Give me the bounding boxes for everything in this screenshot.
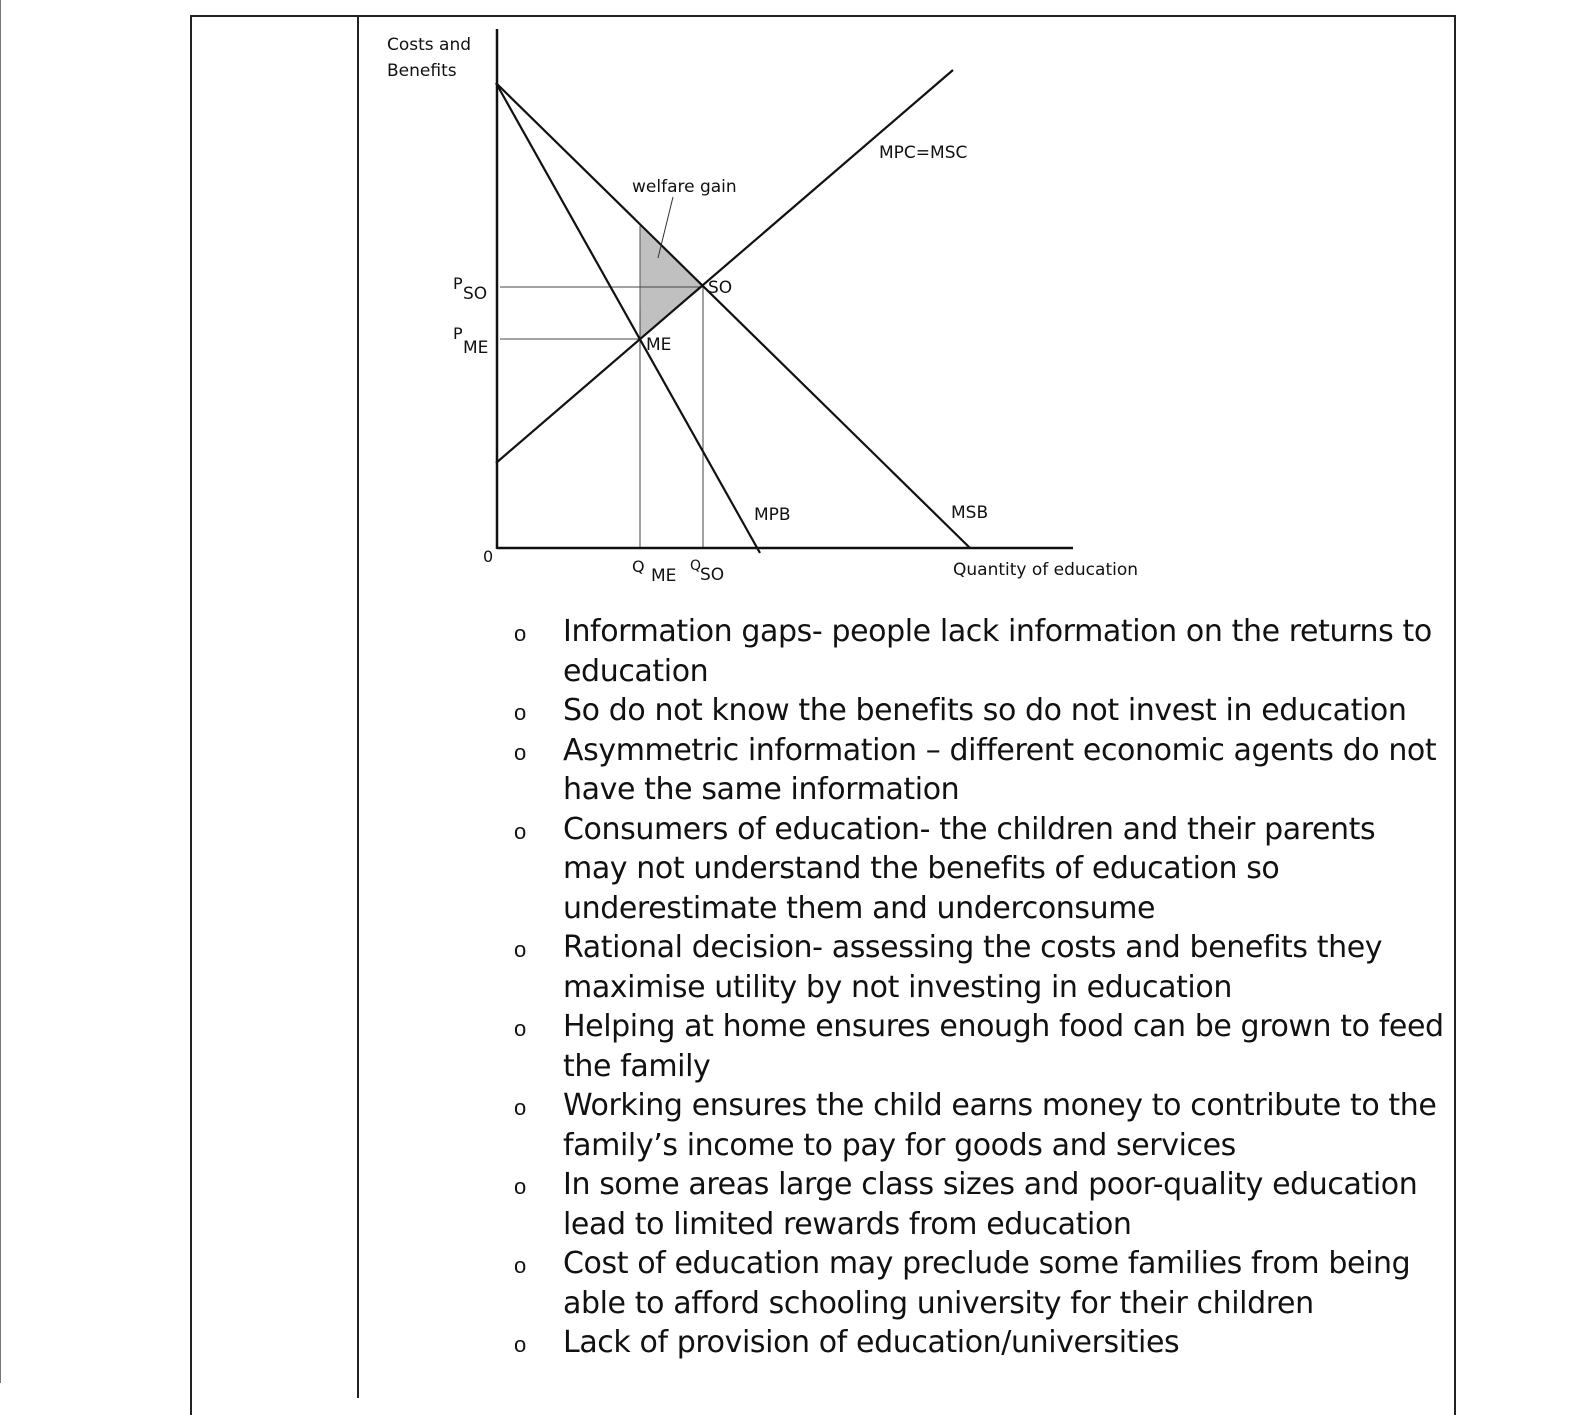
- bullet-marker: o: [514, 818, 526, 844]
- p-so-label-p: P: [453, 274, 463, 293]
- list-item-text: Information gaps- people lack information on the returns to education: [563, 614, 1432, 689]
- list-item-text: Cost of education may preclude some families from being able to afford schooling university for their children: [563, 1246, 1411, 1321]
- list-item: [508, 928, 1448, 1007]
- list-item-text: In some areas large class sizes and poor-quality education lead to limited rewards from education: [563, 1167, 1418, 1242]
- welfare-gain-area: [640, 226, 703, 338]
- bullet-marker: o: [514, 1016, 526, 1041]
- me-point-label: ME: [646, 335, 672, 355]
- p-me-label-sub: ME: [463, 338, 489, 358]
- supply-curve: [496, 70, 953, 463]
- q-so-label-q: Q: [690, 558, 702, 574]
- p-so-label-sub: SO: [463, 284, 488, 304]
- list-item: [508, 1086, 1448, 1165]
- bullet-marker: o: [514, 1253, 526, 1278]
- list-item: [508, 1244, 1448, 1323]
- reasons-list: [508, 612, 1448, 1363]
- q-so-label-sub: SO: [700, 565, 725, 585]
- bullet-marker: o: [514, 1095, 526, 1120]
- p-me-label-p: P: [453, 324, 463, 343]
- list-item: [508, 731, 1448, 810]
- list-item-text: Consumers of education- the children and their parents may not understand the benefits of education so underestimate them and underconsume: [563, 811, 1376, 926]
- x-axis-label: Quantity of education: [953, 560, 1139, 580]
- y-axis-label-line1: Costs and: [387, 35, 472, 55]
- list-item-text: Asymmetric information – different economic agents do not have the same information: [563, 732, 1437, 807]
- mpb-curve-label: MPB: [754, 505, 791, 525]
- bullet-marker: o: [514, 621, 526, 646]
- bullet-marker: o: [514, 1332, 526, 1357]
- list-item: [508, 1323, 1448, 1363]
- msb-curve-label: MSB: [951, 503, 989, 523]
- externality-diagram: [359, 17, 1179, 607]
- list-item-text: Working ensures the child earns money to contribute to the family’s income to pay for goods and services: [563, 1088, 1437, 1163]
- so-point-label: SO: [708, 278, 733, 298]
- list-item: [508, 691, 1448, 731]
- list-item: [508, 810, 1448, 929]
- bullet-marker: o: [514, 1174, 526, 1199]
- origin-label: 0: [483, 547, 494, 566]
- list-item-text: Lack of provision of education/universities: [563, 1325, 1180, 1360]
- list-item-text: So do not know the benefits so do not invest in education: [563, 693, 1407, 728]
- welfare-gain-label: welfare gain: [632, 177, 737, 197]
- page-edge: [0, 0, 1, 1383]
- supply-curve-label: MPC=MSC: [879, 143, 968, 163]
- bullet-marker: o: [514, 739, 526, 765]
- bullet-marker: o: [514, 700, 526, 725]
- q-me-label-sub: ME: [651, 566, 677, 586]
- list-item: [508, 1165, 1448, 1244]
- list-item-text: Helping at home ensures enough food can be grown to feed the family: [563, 1009, 1444, 1084]
- y-axis-label-line2: Benefits: [387, 61, 457, 81]
- list-item: [508, 1007, 1448, 1086]
- mpb-curve: [496, 83, 760, 553]
- bullet-marker: o: [514, 937, 526, 962]
- q-me-label-q: Q: [632, 557, 645, 576]
- list-item: [508, 612, 1448, 691]
- list-item-text: Rational decision- assessing the costs and benefits they maximise utility by not investing in education: [563, 930, 1383, 1005]
